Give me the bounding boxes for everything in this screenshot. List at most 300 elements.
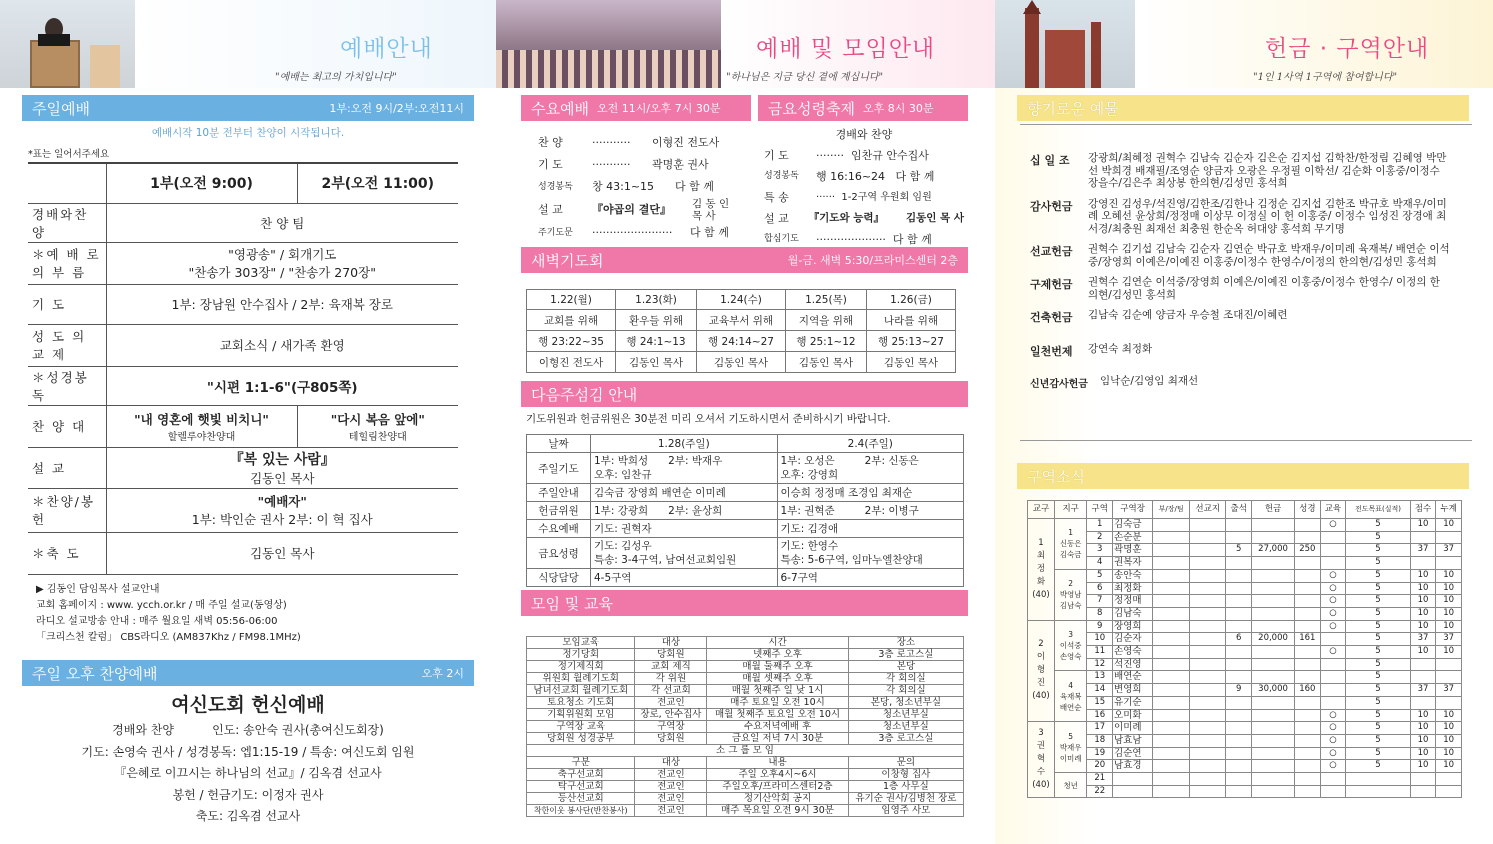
row-label: ＊성경봉독 [28,366,106,405]
meet-cell: 정기제직회 [527,661,635,673]
meet-cell: 넷째주 오후 [707,649,848,661]
grid-cell: ○ [1320,582,1346,595]
small-cell: 임영주 사모 [848,805,963,817]
grid-cell [1226,557,1252,570]
grid-cell: 16 [1087,709,1113,722]
grid-cell [1320,773,1346,786]
grid-cell [1113,785,1153,798]
info-line: 「크리스천 칼럼」 CBS라디오 (AM837Khz / FM98.1MHz) [36,632,301,643]
dawn-date: 1.22(월) [527,290,616,310]
stand-note: *표는 일어서주세요 [28,149,110,160]
grid-cell [1320,658,1346,671]
grid-cell: 37 [1410,684,1436,697]
grid-cell: 5 [1346,633,1411,646]
grid-cell [1153,722,1190,735]
small-head: 구분 [527,757,635,769]
f-label: 기 도 [764,149,789,162]
bar-title: 주일 오후 찬양예배 [32,664,158,683]
offering-panel [995,0,1493,844]
sunday-order-table [28,162,458,575]
grid-cell [1226,569,1252,582]
grid-cell [1295,747,1321,760]
grid-head: 교구 [1028,501,1055,519]
grid-cell [1153,734,1190,747]
grid-cell [1436,531,1462,544]
page-title: 예배 및 모임안내 [756,36,936,62]
meet-head: 대상 [635,637,707,649]
grid-row [1028,557,1462,570]
grid-cell [1295,569,1321,582]
grid-cell: 10 [1410,620,1436,633]
meet-cell: 기획위원회 모임 [527,709,635,721]
f-label: 설 교 [764,212,789,225]
gyogu-cell: 2 이 형 진 (40) [1028,620,1055,722]
small-head: 대상 [635,757,707,769]
grid-cell: 손순분 [1113,531,1153,544]
grid-cell [1153,633,1190,646]
next-head: 2.4(주일) [777,435,964,453]
grid-row [1028,658,1462,671]
grid-cell: 5 [1346,696,1411,709]
next-role: 식당담당 [527,569,591,587]
grid-cell: 21 [1087,773,1113,786]
grid-row [1028,696,1462,709]
notice: 예배시작 10분 전부터 찬양이 시작됩니다. [151,127,345,139]
grid-cell [1226,709,1252,722]
w-value: 다 함 께 [690,226,729,239]
grid-cell [1410,671,1436,684]
grid-cell: 6 [1226,633,1252,646]
grid-cell: ○ [1320,620,1346,633]
dawn-cell: 행 23:22~35 [527,331,616,352]
meet-cell: 청소년부실 [848,709,963,721]
offering-names: 권혁수 김연순 이석중/장영희 이예은/이예진 이홍중/이정수 한영수/ 이정의 한의현/김성민 홍석희 [1088,276,1440,301]
grid-cell [1436,658,1462,671]
grid-cell: 김남숙 [1113,607,1153,620]
grid-cell: 김숙금 [1113,519,1153,532]
meet-cell: 매월 셋째주 오후 [707,673,848,685]
dawn-table [526,289,956,373]
grid-row [1028,684,1462,697]
meet-cell: 토요청소 기도회 [527,697,635,709]
bar-time: 1부:오전 9시/2부:오전11시 [329,102,464,115]
grid-cell: 5 [1346,519,1411,532]
f-value: ········ 임찬규 안수집사 [816,149,929,162]
bar-title: 구역소식 [1027,467,1085,486]
bar-time: 오후 8시 30분 [862,102,934,115]
grid-cell: 10 [1410,607,1436,620]
grid-cell: 6 [1087,582,1113,595]
grid-cell: 10 [1436,760,1462,773]
small-cell: 등산선교회 [527,793,635,805]
event-line: 기도: 손영숙 권사 / 성경봉독: 엡1:15-19 / 특송: 여신도회 임원 [81,744,415,759]
grid-cell [1410,658,1436,671]
event-title: 여신도회 헌신예배 [171,694,325,716]
next-head: 날짜 [527,435,591,453]
small-cell: 이창형 집사 [848,769,963,781]
meet-cell: 매월 첫째주 일 낮 1시 [707,685,848,697]
grid-cell [1153,646,1190,659]
grid-cell: 5 [1346,607,1411,620]
grid-cell [1226,607,1252,620]
bar-title: 모임 및 교육 [531,594,613,613]
grid-row [1028,709,1462,722]
grid-cell: 10 [1087,633,1113,646]
meet-cell: 매주 토요일 오전 10시 [707,697,848,709]
bar-time: 오후 2시 [421,667,464,680]
page-title: 예배안내 [340,36,433,62]
grid-cell [1190,709,1226,722]
grid-cell: 이미례 [1113,722,1153,735]
info-line: ▶ 김동인 담임목사 설교안내 [36,584,160,595]
bar-title: 향기로운 예물 [1027,99,1119,118]
grid-cell [1295,607,1321,620]
grid-cell [1190,582,1226,595]
grid-head: 교육 [1320,501,1346,519]
grid-cell [1410,557,1436,570]
grid-cell [1251,607,1294,620]
grid-cell [1251,519,1294,532]
grid-cell [1251,569,1294,582]
grid-cell [1190,773,1226,786]
grid-cell: 5 [1346,671,1411,684]
grid-cell: 4 [1087,557,1113,570]
meetings-table [526,636,964,817]
grid-cell: 10 [1410,722,1436,735]
next-cell: 4-5구역 [591,569,778,587]
grid-cell: 5 [1346,747,1411,760]
grid-row [1028,620,1462,633]
grid-cell: 15 [1087,696,1113,709]
w-dots: ··········· [592,158,631,171]
grid-cell [1153,557,1190,570]
dawn-cell: 행 24:14~27 [696,331,785,352]
grid-cell [1190,684,1226,697]
grid-cell: 김순연 [1113,747,1153,760]
meet-cell: 교회 제직 [635,661,707,673]
grid-cell [1295,658,1321,671]
w-value: 곽명훈 권사 [652,158,709,171]
grid-cell: 5 [1087,569,1113,582]
grid-cell [1251,582,1294,595]
offering-names: 김남숙 김순예 양금자 우승철 조대진/이혜련 [1088,309,1288,321]
w-label: 기 도 [538,158,563,171]
grid-cell: 10 [1436,722,1462,735]
grid-cell: 5 [1346,557,1411,570]
grid-cell: ○ [1320,722,1346,735]
offering-type: 일천번제 [1030,345,1073,358]
next-cell: 기도: 김성우 특송: 3-4구역, 남여선교회임원 [591,538,778,569]
grid-row [1028,595,1462,608]
offering-names: 강연숙 최정화 [1088,343,1153,355]
small-cell: 착한이웃 봉사단(반찬봉사) [527,805,635,817]
grid-cell: 10 [1436,709,1462,722]
grid-cell: 250 [1295,544,1321,557]
grid-cell: 5 [1346,760,1411,773]
small-cell: 주일오후/프라미스센터2층 [707,781,848,793]
grid-head: 성경 [1295,501,1321,519]
col-2nd: 2부(오전 11:00) [297,163,458,203]
meet-cell: 매월 첫째주 토요일 오전 10시 [707,709,848,721]
grid-cell: 10 [1410,709,1436,722]
f-value: ···················· 다 함 께 [816,233,932,246]
grid-cell: 5 [1346,582,1411,595]
grid-cell: 최정화 [1113,582,1153,595]
grid-cell: 10 [1410,646,1436,659]
grid-cell [1190,760,1226,773]
grid-cell [1190,646,1226,659]
grid-cell [1251,747,1294,760]
page-subtitle: "하나님은 지금 당신 곁에 계십니다" [726,72,884,83]
choir-song-2: "다시 복음 앞에" [330,411,425,427]
offering-type: 건축헌금 [1030,311,1073,324]
sermon-info [36,582,301,646]
meet-head: 시간 [707,637,848,649]
grid-row [1028,519,1462,532]
header [0,0,496,88]
grid-cell: 5 [1346,569,1411,582]
header [496,0,995,88]
row-value: 김동인 목사 [106,532,458,574]
grid-cell [1295,696,1321,709]
preacher: 김동인 목사 [250,470,315,486]
choir-2: 테힐림찬양대 [348,431,407,443]
grid-cell [1410,531,1436,544]
grid-cell: 11 [1087,646,1113,659]
grid-cell: 5 [1226,544,1252,557]
grid-cell: 10 [1410,734,1436,747]
meet-cell: 당회원 성경공부 [527,733,635,745]
grid-cell: 2 [1087,531,1113,544]
bar-time: 오전 11시/오후 7시 30분 [596,102,721,115]
grid-cell [1153,709,1190,722]
grid-cell [1436,671,1462,684]
grid-cell [1226,671,1252,684]
grid-cell [1190,607,1226,620]
dawn-cell: 교육부서 위해 [696,310,785,331]
meet-cell: 당회원 [635,733,707,745]
grid-cell: 5 [1346,531,1411,544]
dawn-cell: 이형진 전도사 [527,352,616,373]
grid-cell [1251,646,1294,659]
meet-cell: 매월 둘째주 오후 [707,661,848,673]
grid-cell [1436,785,1462,798]
small-cell: 정기산악회 공지 [707,793,848,805]
dawn-cell: 지역을 위해 [786,310,867,331]
meet-cell: 3층 로고스실 [848,733,963,745]
meetings-panel [496,0,995,844]
grid-cell [1295,773,1321,786]
next-cell: 이승희 정정매 조경임 최재순 [777,484,964,502]
grid-cell [1295,557,1321,570]
small-cell: 주일 오후4시~6시 [707,769,848,781]
grid-cell: 손영숙 [1113,646,1153,659]
grid-cell: 10 [1410,569,1436,582]
meetings-bar [521,590,968,616]
bar-title: 수요예배 [531,99,589,118]
grid-cell [1410,773,1436,786]
grid-cell [1190,544,1226,557]
grid-cell [1320,557,1346,570]
grid-cell [1226,734,1252,747]
meet-cell: 장로, 안수집사 [635,709,707,721]
grid-cell: ○ [1320,760,1346,773]
row-label: 경배와찬양 [28,203,106,242]
grid-cell: 8 [1087,607,1113,620]
grid-cell: 19 [1087,747,1113,760]
church-photo [995,0,1135,88]
offering-names: 임낙순/김영임 최재선 [1100,375,1199,387]
grid-cell [1153,760,1190,773]
grid-cell [1190,696,1226,709]
next-cell: 6-7구역 [777,569,964,587]
grid-row [1028,607,1462,620]
grid-cell [1153,785,1190,798]
grid-cell [1251,734,1294,747]
bar-title: 다음주섬김 안내 [531,385,638,404]
wednesday-order [538,132,738,244]
next-cell: 김숙금 장영희 배연순 이미례 [591,484,778,502]
grid-cell: 22 [1087,785,1113,798]
grid-cell [1153,747,1190,760]
next-role: 금요성령 [527,538,591,569]
w-dots: ······················· [592,226,673,239]
event-line: 경배와 찬양 인도: 송안숙 권사(총여신도회장) [112,723,384,737]
next-cell: 기도: 한영수 특송: 5-6구역, 임마누엘찬양대 [777,538,964,569]
col-1st: 1부(오전 9:00) [106,163,297,203]
offering-names: 권혁수 김기섭 김남숙 김순자 김연순 박규호 박재우/이미례 육재복/ 배연순 이석중/장영희 이예은/이예진 이홍중/이정수 한영수/이정의 한의현/김성민 홍석희 [1088,243,1450,268]
grid-cell [1410,696,1436,709]
dawn-cell: 행 25:1~12 [786,331,867,352]
grid-row [1028,785,1462,798]
grid-cell: 17 [1087,722,1113,735]
grid-cell [1226,785,1252,798]
w-label: 주기도문 [538,228,573,238]
grid-cell [1153,531,1190,544]
grid-cell: ○ [1320,607,1346,620]
grid-cell [1295,671,1321,684]
dawn-cell: 김동인 목사 [616,352,697,373]
grid-cell: 변영희 [1113,684,1153,697]
grid-cell [1295,531,1321,544]
meet-cell: 정기당회 [527,649,635,661]
grid-cell [1295,709,1321,722]
grid-cell: 권복자 [1113,557,1153,570]
grid-cell [1320,684,1346,697]
grid-cell [1251,785,1294,798]
grid-cell: 14 [1087,684,1113,697]
meet-cell: 당회원 [635,649,707,661]
grid-cell: 10 [1410,760,1436,773]
page-subtitle: "예배는 최고의 가치입니다" [275,72,397,83]
row-label: ＊예 배 로 의 부 름 [28,242,106,284]
grid-row [1028,646,1462,659]
jigu-cell: 4 육재복 배연순 [1054,671,1087,722]
wednesday-bar [521,95,751,121]
grid-cell [1251,658,1294,671]
dawn-date: 1.24(수) [696,290,785,310]
meet-cell: 각 회의실 [848,685,963,697]
meet-cell: 각 선교회 [635,685,707,697]
grid-cell [1320,785,1346,798]
grid-cell [1226,760,1252,773]
fri-head: 경배와 찬양 [835,128,893,141]
grid-cell [1320,544,1346,557]
row-label: 기 도 [28,284,106,324]
bar-time: 월-금. 새벽 5:30/프라미스센터 2층 [787,254,958,267]
offering-type: 구제헌금 [1030,278,1073,291]
grid-cell: 장영희 [1113,620,1153,633]
grid-cell: 남효경 [1113,760,1153,773]
grid-cell: ○ [1320,734,1346,747]
grid-cell: 10 [1436,747,1462,760]
meet-cell: 구역장 교육 [527,721,635,733]
grid-cell [1251,671,1294,684]
grid-head: 점수 [1410,501,1436,519]
grid-cell [1251,531,1294,544]
info-line: 교회 홈페이지 : www. ycch.or.kr / 매 주일 설교(동영상) [36,600,287,611]
next-cell: 1부: 오성은 2부: 신동은 오후: 강영희 [777,453,964,484]
grid-cell: 남효남 [1113,734,1153,747]
bar-title: 주일예배 [32,99,90,118]
grid-cell [1226,747,1252,760]
meet-cell: 청소년부실 [848,721,963,733]
grid-cell: 10 [1436,595,1462,608]
jigu-cell: 5 박재우 이미례 [1054,722,1087,773]
dawn-bar [521,247,968,273]
event-line: 축도: 김옥겸 선교사 [195,809,301,823]
next-role: 주일기도 [527,453,591,484]
offering-type: 십 일 조 [1030,154,1070,167]
row-value: "영광송" / 회개기도 [228,247,337,262]
grid-cell: 20,000 [1251,633,1294,646]
w-value: 이형진 전도사 [652,136,720,149]
w-dots: ··········· [592,136,631,149]
small-cell: 전교인 [635,781,707,793]
meet-cell: 본당, 청소년부실 [848,697,963,709]
grid-row [1028,582,1462,595]
small-head: 문의 [848,757,963,769]
f-label: 성경봉독 [764,171,799,181]
row-value: 1부: 장남원 안수집사 / 2부: 육재복 장로 [106,284,458,324]
grid-cell: ○ [1320,709,1346,722]
grid-cell [1346,773,1411,786]
grid-cell [1251,722,1294,735]
grid-cell [1436,696,1462,709]
grid-cell: 9 [1226,684,1252,697]
grid-head: 누계 [1436,501,1462,519]
friday-order [764,124,964,250]
district-bar [1017,463,1469,489]
grid-cell [1226,696,1252,709]
grid-cell [1251,773,1294,786]
grid-row [1028,760,1462,773]
row-label: ＊축 도 [28,532,106,574]
grid-cell [1190,633,1226,646]
f-value: 『기도와 능력』 김동인 목 사 [808,212,964,224]
grid-cell: 10 [1436,607,1462,620]
grid-cell [1320,696,1346,709]
offering-song: "예배자" [257,494,307,509]
grid-cell: 27,000 [1251,544,1294,557]
offering-type: 감사헌금 [1030,199,1073,213]
grid-cell: 1 [1087,519,1113,532]
grid-row [1028,544,1462,557]
grid-row [1028,633,1462,646]
offering-list [1030,152,1450,398]
grid-cell [1410,785,1436,798]
gyogu-cell: 1 최 정 화 (40) [1028,519,1055,621]
